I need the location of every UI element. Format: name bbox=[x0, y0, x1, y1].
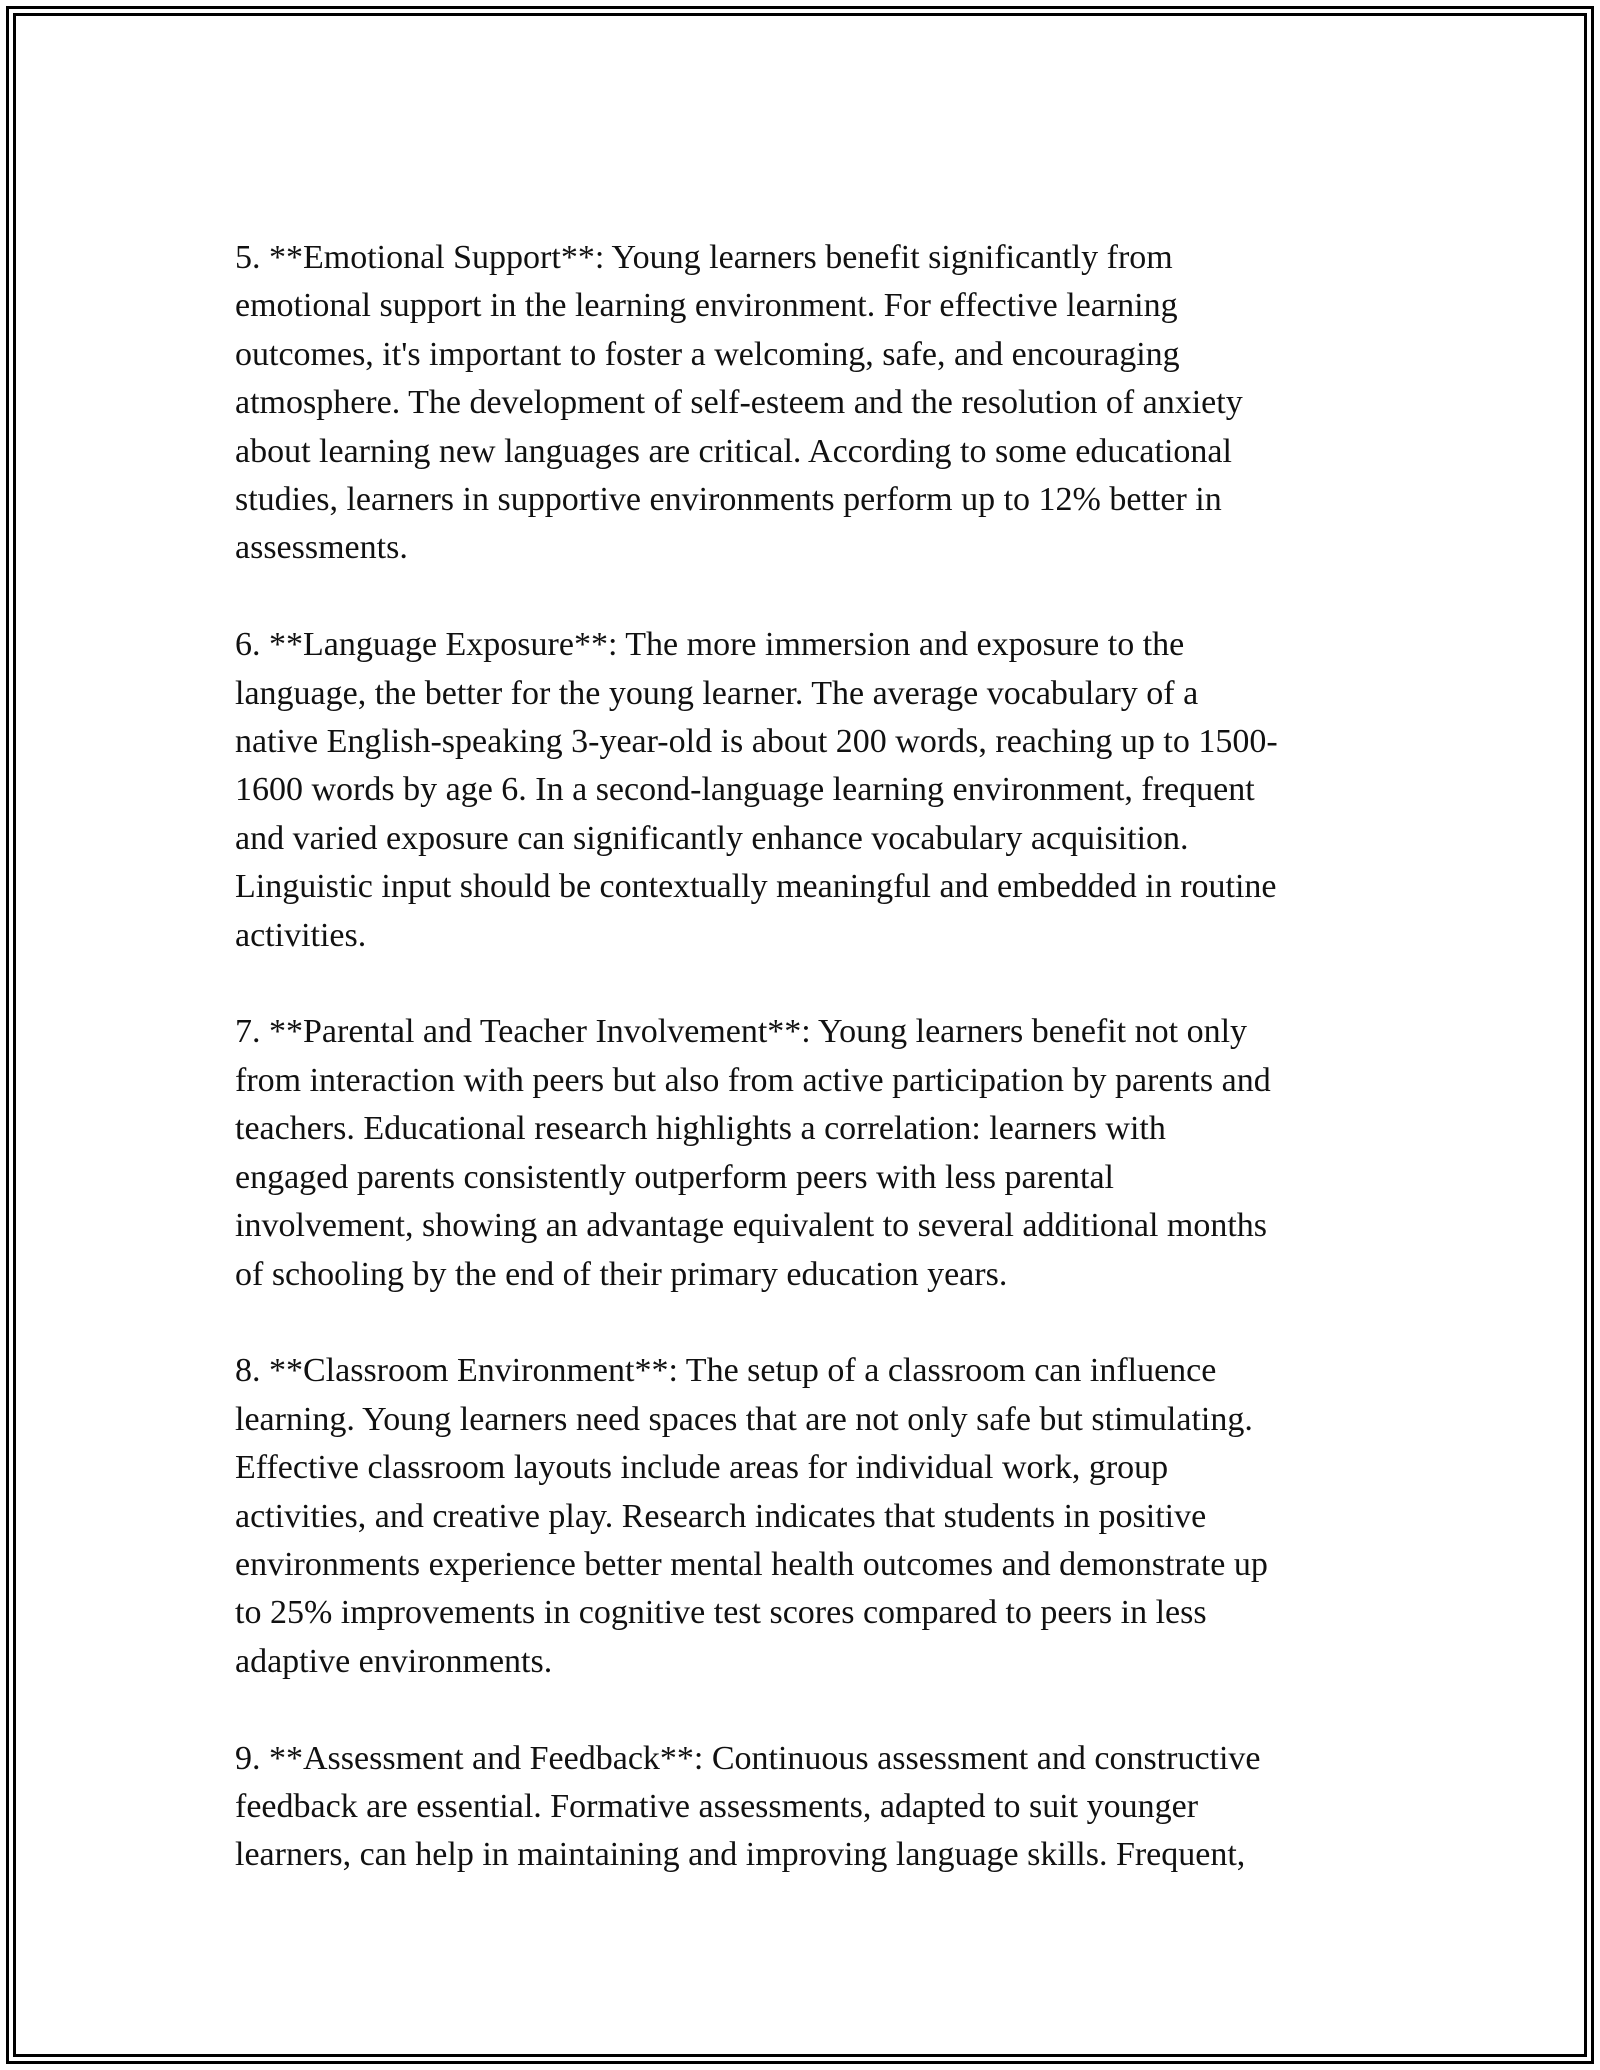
text-line: native English-speaking 3-year-old is about 200 words, reaching up to 1500- bbox=[235, 723, 1278, 761]
text-line: atmosphere. The development of self-esteem and the resolution of anxiety bbox=[235, 384, 1243, 422]
text-line: 6. **Language Exposure**: The more immersion and exposure to the bbox=[235, 626, 1185, 664]
paragraph-language-exposure bbox=[235, 621, 1375, 960]
text-line: feedback are essential. Formative assessments, adapted to suit younger bbox=[235, 1787, 1199, 1825]
text-line: 7. **Parental and Teacher Involvement**: Young learners benefit not only bbox=[235, 1013, 1248, 1051]
text-line: from interaction with peers but also from active participation by parents and bbox=[235, 1061, 1271, 1099]
text-line: 5. **Emotional Support**: Young learners benefit significantly from bbox=[235, 239, 1173, 276]
text-line: environments experience better mental health outcomes and demonstrate up bbox=[235, 1545, 1268, 1583]
text-line: adaptive environments. bbox=[235, 1642, 553, 1680]
text-line: 8. **Classroom Environment**: The setup of a classroom can influence bbox=[235, 1352, 1217, 1390]
text-line: of schooling by the end of their primary education years. bbox=[235, 1255, 1008, 1293]
text-line: learning. Young learners need spaces that are not only safe but stimulating. bbox=[235, 1400, 1253, 1438]
text-line: about learning new languages are critical. According to some educational bbox=[235, 432, 1232, 470]
document-body bbox=[235, 234, 1375, 1928]
paragraph-emotional-support bbox=[235, 234, 1375, 573]
paragraph-classroom-environment bbox=[235, 1347, 1375, 1686]
paragraph-assessment-feedback bbox=[235, 1735, 1375, 1880]
text-line: 1600 words by age 6. In a second-language learning environment, frequent bbox=[235, 771, 1255, 809]
text-line: studies, learners in supportive environments perform up to 12% better in bbox=[235, 481, 1222, 519]
text-line: involvement, showing an advantage equivalent to several additional months bbox=[235, 1207, 1268, 1245]
paragraph-parental-teacher-involvement bbox=[235, 1008, 1375, 1298]
text-line: 9. **Assessment and Feedback**: Continuous assessment and constructive bbox=[235, 1739, 1261, 1777]
text-line: to 25% improvements in cognitive test scores compared to peers in less bbox=[235, 1594, 1207, 1632]
text-line: learners, can help in maintaining and improving language skills. Frequent, bbox=[235, 1836, 1246, 1874]
text-line: emotional support in the learning environment. For effective learning bbox=[235, 287, 1178, 325]
text-line: and varied exposure can significantly enhance vocabulary acquisition. bbox=[235, 819, 1189, 857]
text-line: language, the better for the young learner. The average vocabulary of a bbox=[235, 674, 1199, 712]
text-line: Linguistic input should be contextually meaningful and embedded in routine bbox=[235, 868, 1277, 906]
text-line: activities. bbox=[235, 916, 367, 954]
text-line: Effective classroom layouts include areas for individual work, group bbox=[235, 1449, 1169, 1487]
text-line: teachers. Educational research highlights a correlation: learners with bbox=[235, 1110, 1166, 1148]
text-line: engaged parents consistently outperform peers with less parental bbox=[235, 1158, 1115, 1196]
text-line: outcomes, it's important to foster a welcoming, safe, and encouraging bbox=[235, 335, 1180, 373]
text-line: activities, and creative play. Research indicates that students in positive bbox=[235, 1497, 1207, 1535]
text-line: assessments. bbox=[235, 529, 408, 567]
